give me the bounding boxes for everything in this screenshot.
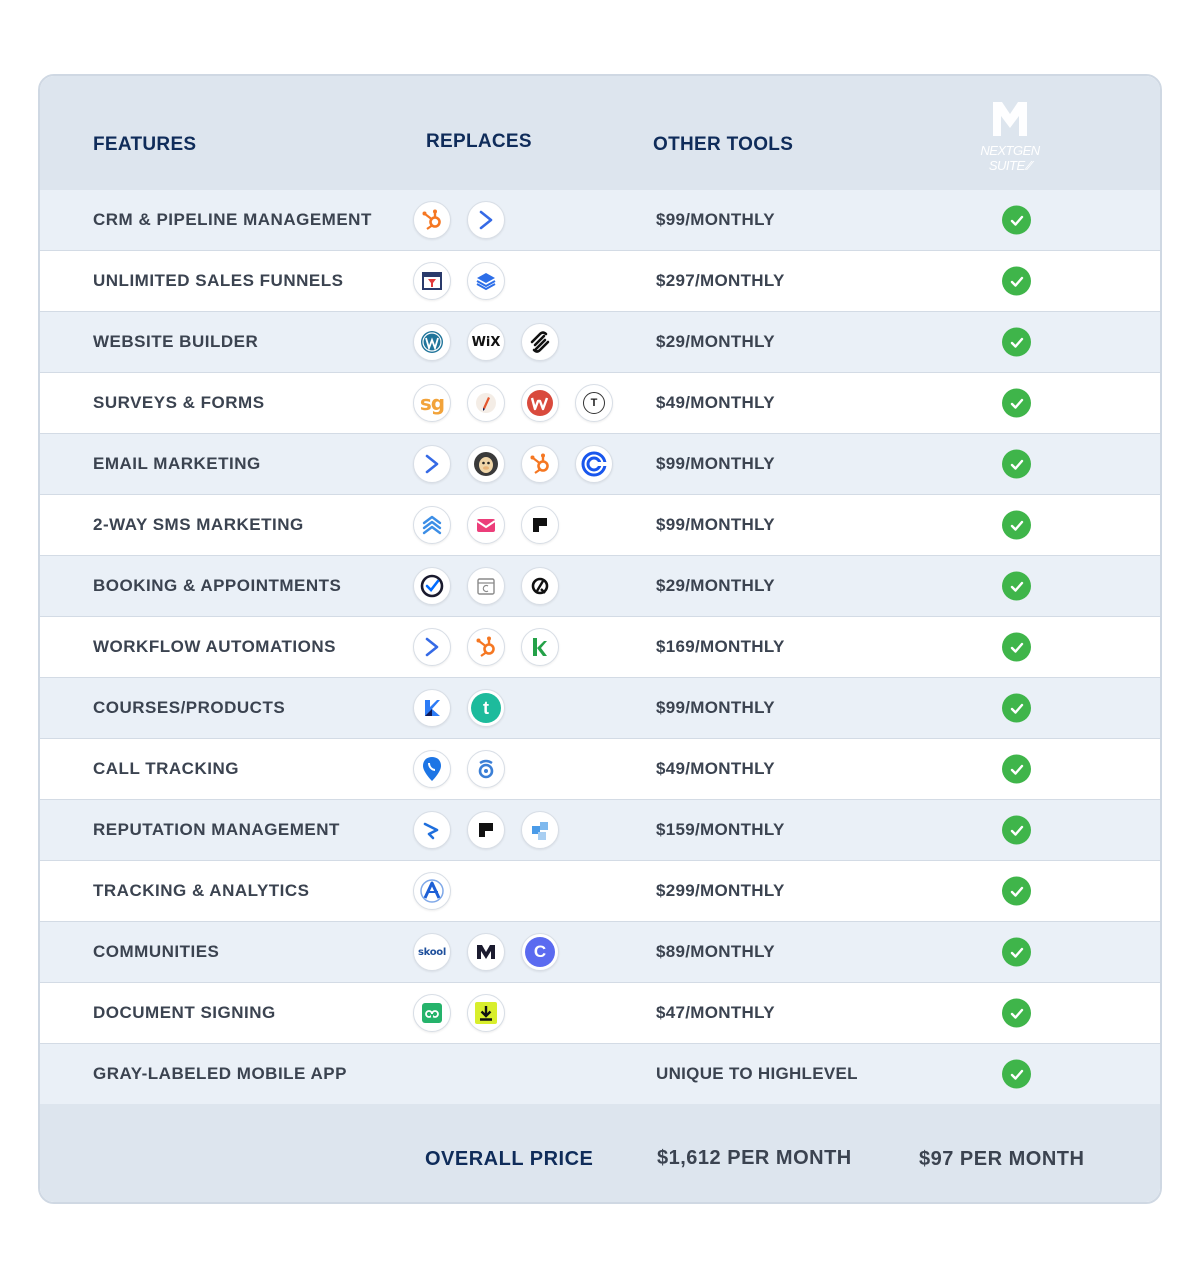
included-check-icon	[1002, 267, 1031, 296]
table-row	[40, 861, 1160, 922]
table-row	[40, 922, 1160, 983]
feature-rows	[40, 190, 1160, 1105]
feature-name: COMMUNITIES	[93, 942, 220, 961]
mailchimp-icon	[467, 445, 505, 483]
keap-icon	[521, 628, 559, 666]
included-check-icon	[1002, 389, 1031, 418]
table-row	[40, 190, 1160, 251]
other-tools-price: $159/MONTHLY	[656, 820, 785, 839]
nextgen-total: $97 PER MONTH	[919, 1148, 1085, 1170]
jotform-icon	[467, 384, 505, 422]
replaced-tools	[413, 750, 505, 788]
table-row	[40, 495, 1160, 556]
activecampaign-icon	[467, 201, 505, 239]
feature-name: TRACKING & ANALYTICS	[93, 881, 310, 900]
included-check-icon	[1002, 877, 1031, 906]
skool-icon: skool	[413, 933, 451, 971]
table-row	[40, 800, 1160, 861]
included-check-icon	[1002, 511, 1031, 540]
comparison-table	[38, 74, 1162, 1204]
other-tools-column-header: OTHER TOOLS	[653, 134, 794, 155]
textmagic-icon	[413, 506, 451, 544]
callrail-icon	[413, 750, 451, 788]
kajabi-icon	[413, 689, 451, 727]
replaced-tools	[413, 323, 559, 361]
nextgen-suite-logo	[970, 98, 1050, 173]
other-tools-price: $29/MONTHLY	[656, 576, 775, 595]
other-tools-price: $99/MONTHLY	[656, 515, 775, 534]
other-tools-total: $1,612 PER MONTH	[657, 1147, 852, 1169]
other-tools-price: $29/MONTHLY	[656, 332, 775, 351]
other-tools-price: $89/MONTHLY	[656, 942, 775, 961]
wufoo-icon	[521, 384, 559, 422]
feature-name: CRM & PIPELINE MANAGEMENT	[93, 210, 372, 229]
calendly-icon	[413, 567, 451, 605]
brand-line2: SUITE ⁄⁄	[988, 158, 1032, 173]
replaced-tools	[413, 994, 505, 1032]
feature-name: DOCUMENT SIGNING	[93, 1003, 276, 1022]
replaced-tools	[413, 689, 505, 727]
mightynetworks-icon	[467, 933, 505, 971]
feature-name: WEBSITE BUILDER	[93, 332, 259, 351]
replaced-tools	[413, 811, 559, 849]
calendar-icon	[467, 567, 505, 605]
table-row	[40, 739, 1160, 800]
circle-icon: C	[521, 933, 559, 971]
other-tools-price: $299/MONTHLY	[656, 881, 785, 900]
table-row	[40, 373, 1160, 434]
included-check-icon	[1002, 450, 1031, 479]
included-check-icon	[1002, 572, 1031, 601]
included-check-icon	[1002, 206, 1031, 235]
feature-name: BOOKING & APPOINTMENTS	[93, 576, 342, 595]
included-check-icon	[1002, 633, 1031, 662]
features-column-header: FEATURES	[93, 134, 197, 155]
birdeye-icon	[413, 811, 451, 849]
other-tools-price: UNIQUE TO HIGHLEVEL	[656, 1064, 858, 1083]
table-row	[40, 1044, 1160, 1105]
eztexting-icon	[467, 506, 505, 544]
replaced-tools	[413, 567, 559, 605]
table-header	[40, 76, 1160, 190]
surveygizmo-icon: sg	[413, 384, 451, 422]
podium-icon	[467, 811, 505, 849]
acuity-icon	[521, 567, 559, 605]
table-row	[40, 617, 1160, 678]
feature-name: SURVEYS & FORMS	[93, 393, 265, 412]
replaces-column-header: REPLACES	[426, 131, 532, 152]
wix-icon: WiX	[467, 323, 505, 361]
table-row	[40, 678, 1160, 739]
table-row	[40, 556, 1160, 617]
table-footer	[40, 1104, 1160, 1204]
feature-name: CALL TRACKING	[93, 759, 239, 778]
other-tools-price: $99/MONTHLY	[656, 698, 775, 717]
activecampaign-icon	[413, 628, 451, 666]
activecampaign-icon	[413, 445, 451, 483]
included-check-icon	[1002, 1060, 1031, 1089]
wordpress-icon	[413, 323, 451, 361]
typeform-icon: T	[575, 384, 613, 422]
table-row	[40, 312, 1160, 373]
replaced-tools	[413, 506, 559, 544]
included-check-icon	[1002, 816, 1031, 845]
replaced-tools	[413, 201, 505, 239]
other-tools-price: $49/MONTHLY	[656, 393, 775, 412]
included-check-icon	[1002, 999, 1031, 1028]
replaced-tools	[413, 872, 451, 910]
feature-name: REPUTATION MANAGEMENT	[93, 820, 340, 839]
reputation-icon	[521, 811, 559, 849]
other-tools-price: $99/MONTHLY	[656, 454, 775, 473]
table-row	[40, 251, 1160, 312]
hubspot-icon	[413, 201, 451, 239]
included-check-icon	[1002, 755, 1031, 784]
constantcontact-icon	[575, 445, 613, 483]
leadpages-icon	[467, 262, 505, 300]
hubspot-icon	[521, 445, 559, 483]
replaced-tools	[413, 384, 613, 422]
included-check-icon	[1002, 938, 1031, 967]
other-tools-price: $47/MONTHLY	[656, 1003, 775, 1022]
clickfunnels-icon	[413, 262, 451, 300]
table-row	[40, 983, 1160, 1044]
pandadoc-icon	[413, 994, 451, 1032]
included-check-icon	[1002, 328, 1031, 357]
other-tools-price: $297/MONTHLY	[656, 271, 785, 290]
download-icon	[467, 994, 505, 1032]
other-tools-price: $99/MONTHLY	[656, 210, 775, 229]
teachable-icon: t	[467, 689, 505, 727]
nextgen-logo-mark-icon	[990, 98, 1030, 138]
analytics-icon	[413, 872, 451, 910]
overall-price-label: OVERALL PRICE	[425, 1148, 594, 1170]
included-check-icon	[1002, 694, 1031, 723]
replaced-tools	[413, 445, 613, 483]
podium-icon	[521, 506, 559, 544]
feature-name: EMAIL MARKETING	[93, 454, 261, 473]
brand-line1: NEXTGEN	[980, 143, 1040, 158]
replaced-tools	[413, 628, 559, 666]
other-tools-price: $49/MONTHLY	[656, 759, 775, 778]
replaced-tools	[413, 933, 559, 971]
squarespace-icon	[521, 323, 559, 361]
feature-name: UNLIMITED SALES FUNNELS	[93, 271, 344, 290]
feature-name: COURSES/PRODUCTS	[93, 698, 286, 717]
ringba-icon	[467, 750, 505, 788]
hubspot-icon	[467, 628, 505, 666]
replaced-tools	[413, 262, 505, 300]
feature-name: GRAY-LABELED MOBILE APP	[93, 1064, 347, 1083]
table-row	[40, 434, 1160, 495]
other-tools-price: $169/MONTHLY	[656, 637, 785, 656]
feature-name: WORKFLOW AUTOMATIONS	[93, 637, 336, 656]
feature-name: 2-WAY SMS MARKETING	[93, 515, 304, 534]
